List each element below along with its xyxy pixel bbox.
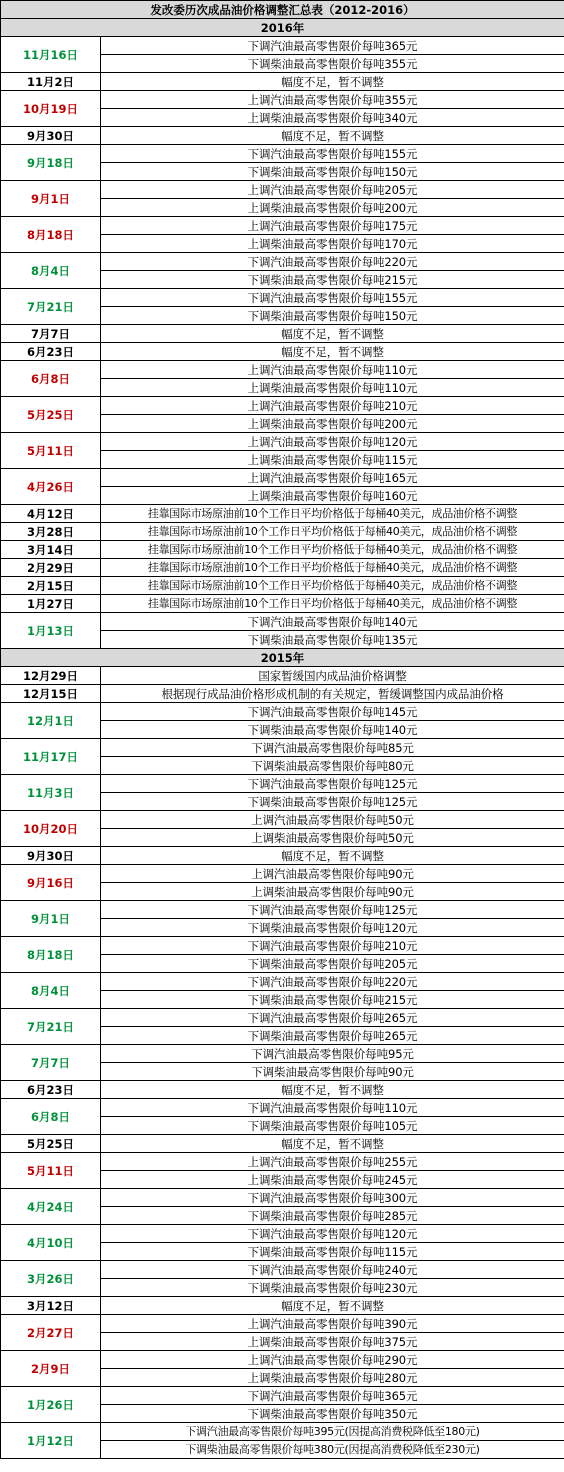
date-cell: 6月23日 xyxy=(1,1081,101,1099)
table-row xyxy=(1,739,564,757)
date-cell: 2月9日 xyxy=(1,1351,101,1387)
date-cell: 10月20日 xyxy=(1,811,101,847)
adjustment-text: 下调汽油最高零售限价每吨365元 xyxy=(101,37,564,55)
adjustment-text: 下调柴油最高零售限价每吨380元(因提高消费税降低至230元) xyxy=(101,1441,564,1459)
date-cell: 11月16日 xyxy=(1,37,101,73)
date-cell: 7月7日 xyxy=(1,325,101,343)
adjustment-text: 下调汽油最高零售限价每吨120元 xyxy=(101,1225,564,1243)
table-row xyxy=(1,559,564,577)
adjustment-text: 上调汽油最高零售限价每吨120元 xyxy=(101,433,564,451)
date-cell: 2月27日 xyxy=(1,1315,101,1351)
adjustment-text: 下调汽油最高零售限价每吨125元 xyxy=(101,775,564,793)
adjustment-text: 下调柴油最高零售限价每吨120元 xyxy=(101,919,564,937)
adjustment-text: 上调汽油最高零售限价每吨165元 xyxy=(101,469,564,487)
adjustment-text: 幅度不足，暂不调整 xyxy=(101,1081,564,1099)
table-row xyxy=(1,541,564,559)
adjustment-text: 挂靠国际市场原油前10个工作日平均价格低于每桶40美元，成品油价格不调整 xyxy=(101,559,564,577)
table-row xyxy=(1,361,564,379)
adjustment-text: 上调柴油最高零售限价每吨200元 xyxy=(101,199,564,217)
date-cell: 9月1日 xyxy=(1,181,101,217)
table-row xyxy=(1,343,564,361)
date-cell: 4月12日 xyxy=(1,505,101,523)
date-cell: 12月29日 xyxy=(1,667,101,685)
adjustment-text: 幅度不足，暂不调整 xyxy=(101,1135,564,1153)
adjustment-text: 下调汽油最高零售限价每吨220元 xyxy=(101,253,564,271)
table-row xyxy=(1,775,564,793)
table-row xyxy=(1,1081,564,1099)
table-row xyxy=(1,73,564,91)
adjustment-text: 下调汽油最高零售限价每吨110元 xyxy=(101,1099,564,1117)
adjustment-text: 挂靠国际市场原油前10个工作日平均价格低于每桶40美元，成品油价格不调整 xyxy=(101,595,564,613)
date-cell: 4月10日 xyxy=(1,1225,101,1261)
adjustment-text: 下调柴油最高零售限价每吨80元 xyxy=(101,757,564,775)
date-cell: 11月3日 xyxy=(1,775,101,811)
date-cell: 1月13日 xyxy=(1,613,101,649)
adjustment-text: 挂靠国际市场原油前10个工作日平均价格低于每桶40美元，成品油价格不调整 xyxy=(101,577,564,595)
date-cell: 1月26日 xyxy=(1,1387,101,1423)
table-row xyxy=(1,1135,564,1153)
table-row xyxy=(1,1153,564,1171)
date-cell: 7月7日 xyxy=(1,1045,101,1081)
date-cell: 8月4日 xyxy=(1,253,101,289)
adjustment-text: 上调汽油最高零售限价每吨175元 xyxy=(101,217,564,235)
table-row xyxy=(1,1351,564,1369)
date-cell: 8月18日 xyxy=(1,217,101,253)
adjustment-text: 幅度不足，暂不调整 xyxy=(101,1297,564,1315)
table-row xyxy=(1,685,564,703)
adjustment-text: 下调柴油最高零售限价每吨135元 xyxy=(101,631,564,649)
table-row xyxy=(1,577,564,595)
adjustment-text: 幅度不足，暂不调整 xyxy=(101,73,564,91)
adjustment-text: 下调柴油最高零售限价每吨265元 xyxy=(101,1027,564,1045)
date-cell: 6月23日 xyxy=(1,343,101,361)
adjustment-text: 下调柴油最高零售限价每吨230元 xyxy=(101,1279,564,1297)
table-row xyxy=(1,397,564,415)
date-cell: 5月25日 xyxy=(1,397,101,433)
table-row xyxy=(1,433,564,451)
adjustment-text: 下调汽油最高零售限价每吨210元 xyxy=(101,937,564,955)
adjustment-text: 上调柴油最高零售限价每吨90元 xyxy=(101,883,564,901)
table-body xyxy=(1,1,564,1459)
date-cell: 3月28日 xyxy=(1,523,101,541)
adjustment-text: 上调柴油最高零售限价每吨245元 xyxy=(101,1171,564,1189)
title-row xyxy=(1,1,564,19)
table-row xyxy=(1,901,564,919)
date-cell: 9月18日 xyxy=(1,145,101,181)
table-row xyxy=(1,505,564,523)
adjustment-text: 下调柴油最高零售限价每吨125元 xyxy=(101,793,564,811)
date-cell: 7月21日 xyxy=(1,289,101,325)
adjustment-text: 幅度不足，暂不调整 xyxy=(101,325,564,343)
year-header: 2016年 xyxy=(1,19,564,37)
table-row xyxy=(1,1387,564,1405)
table-row xyxy=(1,1423,564,1441)
adjustment-text: 下调汽油最高零售限价每吨265元 xyxy=(101,1009,564,1027)
date-cell: 4月26日 xyxy=(1,469,101,505)
table-row xyxy=(1,613,564,631)
date-cell: 9月1日 xyxy=(1,901,101,937)
adjustment-text: 下调柴油最高零售限价每吨205元 xyxy=(101,955,564,973)
adjustment-text: 上调柴油最高零售限价每吨115元 xyxy=(101,451,564,469)
adjustment-text: 下调汽油最高零售限价每吨125元 xyxy=(101,901,564,919)
table-row xyxy=(1,325,564,343)
adjustment-text: 上调汽油最高零售限价每吨255元 xyxy=(101,1153,564,1171)
date-cell: 6月8日 xyxy=(1,1099,101,1135)
adjustment-text: 下调汽油最高零售限价每吨95元 xyxy=(101,1045,564,1063)
adjustment-text: 下调柴油最高零售限价每吨215元 xyxy=(101,991,564,1009)
adjustment-text: 下调柴油最高零售限价每吨150元 xyxy=(101,307,564,325)
date-cell: 1月27日 xyxy=(1,595,101,613)
table-row xyxy=(1,1315,564,1333)
adjustment-text: 上调汽油最高零售限价每吨90元 xyxy=(101,865,564,883)
table-row xyxy=(1,811,564,829)
adjustment-text: 上调柴油最高零售限价每吨160元 xyxy=(101,487,564,505)
year-header: 2015年 xyxy=(1,649,564,667)
adjustment-text: 挂靠国际市场原油前10个工作日平均价格低于每桶40美元，成品油价格不调整 xyxy=(101,541,564,559)
adjustment-text: 下调柴油最高零售限价每吨215元 xyxy=(101,271,564,289)
adjustment-text: 挂靠国际市场原油前10个工作日平均价格低于每桶40美元，成品油价格不调整 xyxy=(101,505,564,523)
date-cell: 3月14日 xyxy=(1,541,101,559)
date-cell: 8月4日 xyxy=(1,973,101,1009)
year-row xyxy=(1,649,564,667)
adjustment-text: 下调柴油最高零售限价每吨285元 xyxy=(101,1207,564,1225)
table-row xyxy=(1,181,564,199)
table-row xyxy=(1,1189,564,1207)
table-row xyxy=(1,127,564,145)
date-cell: 3月26日 xyxy=(1,1261,101,1297)
adjustment-text: 上调柴油最高零售限价每吨50元 xyxy=(101,829,564,847)
adjustment-text: 上调柴油最高零售限价每吨375元 xyxy=(101,1333,564,1351)
adjustment-text: 上调汽油最高零售限价每吨210元 xyxy=(101,397,564,415)
adjustment-text: 下调柴油最高零售限价每吨355元 xyxy=(101,55,564,73)
table-row xyxy=(1,847,564,865)
adjustment-text: 上调汽油最高零售限价每吨50元 xyxy=(101,811,564,829)
table-row xyxy=(1,37,564,55)
adjustment-text: 下调柴油最高零售限价每吨140元 xyxy=(101,721,564,739)
date-cell: 11月2日 xyxy=(1,73,101,91)
date-cell: 12月1日 xyxy=(1,703,101,739)
date-cell: 1月12日 xyxy=(1,1423,101,1459)
table-row xyxy=(1,469,564,487)
adjustment-text: 上调汽油最高零售限价每吨355元 xyxy=(101,91,564,109)
date-cell: 4月24日 xyxy=(1,1189,101,1225)
date-cell: 11月17日 xyxy=(1,739,101,775)
adjustment-text: 上调汽油最高零售限价每吨390元 xyxy=(101,1315,564,1333)
date-cell: 10月19日 xyxy=(1,91,101,127)
table-row xyxy=(1,667,564,685)
adjustment-text: 下调汽油最高零售限价每吨140元 xyxy=(101,613,564,631)
table-row xyxy=(1,523,564,541)
adjustment-text: 上调柴油最高零售限价每吨110元 xyxy=(101,379,564,397)
adjustment-text: 上调柴油最高零售限价每吨280元 xyxy=(101,1369,564,1387)
table-row xyxy=(1,91,564,109)
date-cell: 5月25日 xyxy=(1,1135,101,1153)
table-row xyxy=(1,1225,564,1243)
adjustment-text: 下调柴油最高零售限价每吨115元 xyxy=(101,1243,564,1261)
date-cell: 9月30日 xyxy=(1,127,101,145)
year-row xyxy=(1,19,564,37)
table-row xyxy=(1,253,564,271)
adjustment-text: 上调柴油最高零售限价每吨170元 xyxy=(101,235,564,253)
date-cell: 2月29日 xyxy=(1,559,101,577)
date-cell: 5月11日 xyxy=(1,433,101,469)
date-cell: 7月21日 xyxy=(1,1009,101,1045)
adjustment-text: 上调柴油最高零售限价每吨340元 xyxy=(101,109,564,127)
adjustment-text: 下调汽油最高零售限价每吨240元 xyxy=(101,1261,564,1279)
adjustment-text: 下调柴油最高零售限价每吨150元 xyxy=(101,163,564,181)
date-cell: 12月15日 xyxy=(1,685,101,703)
adjustment-text: 下调柴油最高零售限价每吨90元 xyxy=(101,1063,564,1081)
adjustment-text: 上调汽油最高零售限价每吨290元 xyxy=(101,1351,564,1369)
adjustment-text: 下调汽油最高零售限价每吨220元 xyxy=(101,973,564,991)
adjustment-text: 下调汽油最高零售限价每吨155元 xyxy=(101,289,564,307)
table-row xyxy=(1,1297,564,1315)
date-cell: 8月18日 xyxy=(1,937,101,973)
table-row xyxy=(1,289,564,307)
adjustment-text: 幅度不足，暂不调整 xyxy=(101,847,564,865)
table-row xyxy=(1,973,564,991)
date-cell: 9月30日 xyxy=(1,847,101,865)
adjustment-text: 上调柴油最高零售限价每吨200元 xyxy=(101,415,564,433)
adjustment-text: 幅度不足，暂不调整 xyxy=(101,343,564,361)
adjustment-text: 根据现行成品油价格形成机制的有关规定，暂缓调整国内成品油价格 xyxy=(101,685,564,703)
adjustment-text: 下调汽油最高零售限价每吨300元 xyxy=(101,1189,564,1207)
table-row xyxy=(1,937,564,955)
table-row xyxy=(1,595,564,613)
table-row xyxy=(1,865,564,883)
adjustment-text: 下调汽油最高零售限价每吨145元 xyxy=(101,703,564,721)
table-row xyxy=(1,1009,564,1027)
adjustment-text: 幅度不足，暂不调整 xyxy=(101,127,564,145)
table-row xyxy=(1,1045,564,1063)
date-cell: 9月16日 xyxy=(1,865,101,901)
adjustment-text: 国家暂缓国内成品油价格调整 xyxy=(101,667,564,685)
adjustment-text: 下调汽油最高零售限价每吨85元 xyxy=(101,739,564,757)
table-title: 发改委历次成品油价格调整汇总表（2012-2016） xyxy=(1,1,564,19)
adjustment-text: 上调汽油最高零售限价每吨110元 xyxy=(101,361,564,379)
adjustment-text: 下调汽油最高零售限价每吨155元 xyxy=(101,145,564,163)
date-cell: 6月8日 xyxy=(1,361,101,397)
adjustment-text: 下调汽油最高零售限价每吨395元(因提高消费税降低至180元) xyxy=(101,1423,564,1441)
date-cell: 5月11日 xyxy=(1,1153,101,1189)
adjustment-text: 下调柴油最高零售限价每吨105元 xyxy=(101,1117,564,1135)
table-row xyxy=(1,217,564,235)
date-cell: 3月12日 xyxy=(1,1297,101,1315)
table-row xyxy=(1,1099,564,1117)
adjustment-text: 挂靠国际市场原油前10个工作日平均价格低于每桶40美元，成品油价格不调整 xyxy=(101,523,564,541)
table-row xyxy=(1,703,564,721)
adjustment-text: 上调汽油最高零售限价每吨205元 xyxy=(101,181,564,199)
adjustment-text: 下调柴油最高零售限价每吨350元 xyxy=(101,1405,564,1423)
table-row xyxy=(1,145,564,163)
adjustment-text: 下调汽油最高零售限价每吨365元 xyxy=(101,1387,564,1405)
table-row xyxy=(1,1261,564,1279)
date-cell: 2月15日 xyxy=(1,577,101,595)
